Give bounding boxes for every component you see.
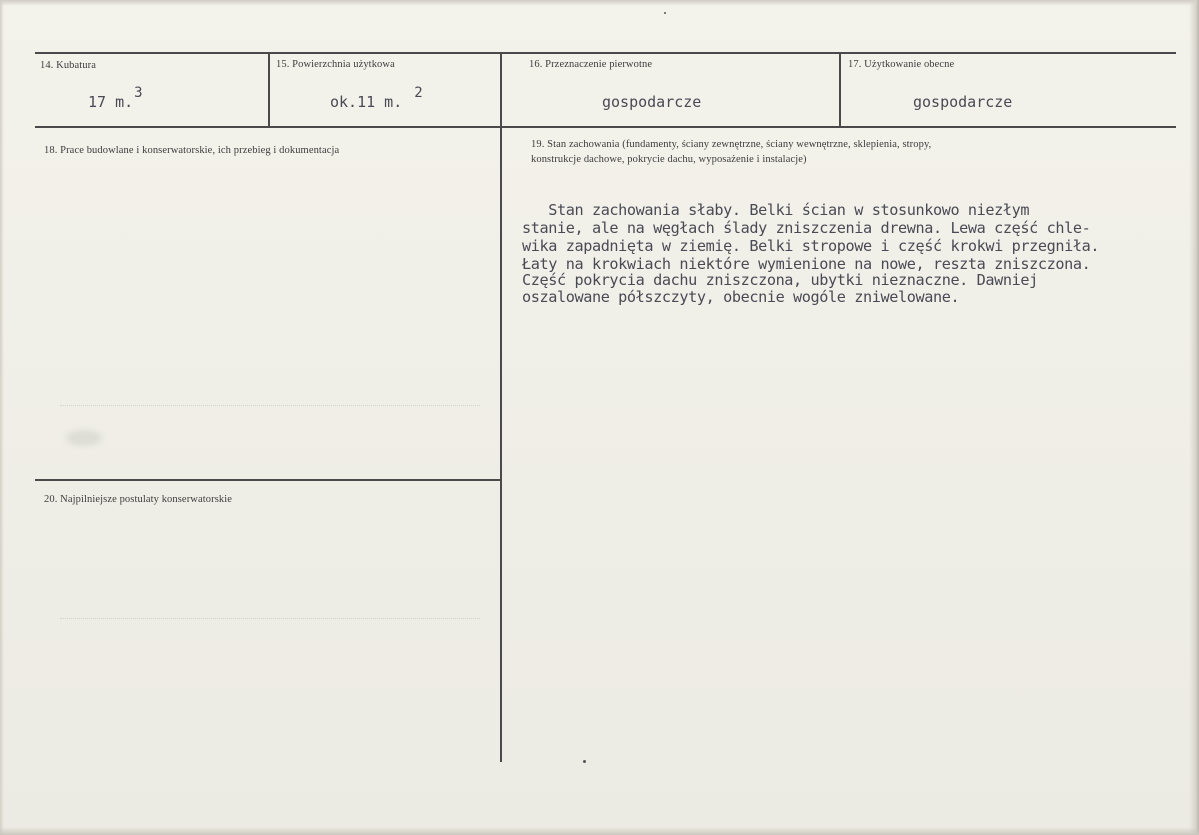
column-divider — [268, 52, 270, 127]
faint-rule — [60, 405, 480, 407]
stan-text-line: stanie, ale na węgłach ślady zniszczenia drewna. Lewa część chle- — [522, 219, 1091, 237]
paper-edge-bottom — [0, 827, 1199, 835]
uzytkowanie-label: 17. Użytkowanie obecne — [848, 59, 955, 70]
stan-text-line: Część pokrycia dachu zniszczona, ubytki nieznaczne. Dawniej — [522, 271, 1038, 289]
stan-label-line1: 19. Stan zachowania (fundamenty, ściany zewnętrzne, ściany wewnętrzne, sklepienia, stropy, — [531, 139, 932, 150]
row-divider-rule — [35, 126, 1176, 128]
stan-text-line: Stan zachowania słaby. Belki ścian w stosunkowo niezłym — [522, 201, 1030, 219]
powierzchnia-value — [330, 85, 423, 111]
paper-edge-right — [1189, 0, 1199, 835]
ink-dot — [664, 12, 666, 14]
powierzchnia-unit-exponent: 2 — [414, 85, 423, 101]
postulaty-label: 20. Najpilniejsze postulaty konserwatorskie — [44, 494, 233, 505]
kubatura-number: 17 m. — [88, 93, 134, 111]
kubatura-value — [88, 85, 143, 111]
stan-text-line: Łaty na krokwiach niektóre wymienione na nowe, reszta zniszczona. — [522, 255, 1091, 273]
prace-label: 18. Prace budowlane i konserwatorskie, ich przebieg i dokumentacja — [44, 145, 340, 156]
powierzchnia-number: ok.11 m. — [330, 93, 403, 111]
stan-label-line2: konstrukcje dachowe, pokrycie dachu, wyposażenie i instalacje) — [531, 154, 807, 165]
uzytkowanie-value: gospodarcze — [913, 93, 1013, 111]
ink-dot — [583, 760, 586, 763]
przeznaczenie-value: gospodarcze — [602, 93, 702, 111]
przeznaczenie-label: 16. Przeznaczenie pierwotne — [529, 59, 653, 70]
paper-edge-top — [0, 0, 1199, 6]
stan-text-line: oszalowane półszczyty, obecnie wogóle zniwelowane. — [522, 288, 960, 306]
powierzchnia-label: 15. Powierzchnia użytkowa — [276, 59, 395, 70]
column-divider — [839, 52, 841, 127]
left-section-rule — [35, 479, 500, 481]
faint-rule — [60, 618, 480, 620]
main-column-divider — [500, 52, 502, 762]
kubatura-label: 14. Kubatura — [40, 60, 97, 71]
kubatura-unit-exponent: 3 — [134, 85, 143, 101]
stan-text-line: wika zapadnięta w ziemię. Belki stropowe i część krokwi przegniła. — [522, 237, 1100, 255]
scan-smudge — [66, 430, 102, 446]
top-rule — [35, 52, 1176, 54]
paper-edge-left — [0, 0, 4, 835]
